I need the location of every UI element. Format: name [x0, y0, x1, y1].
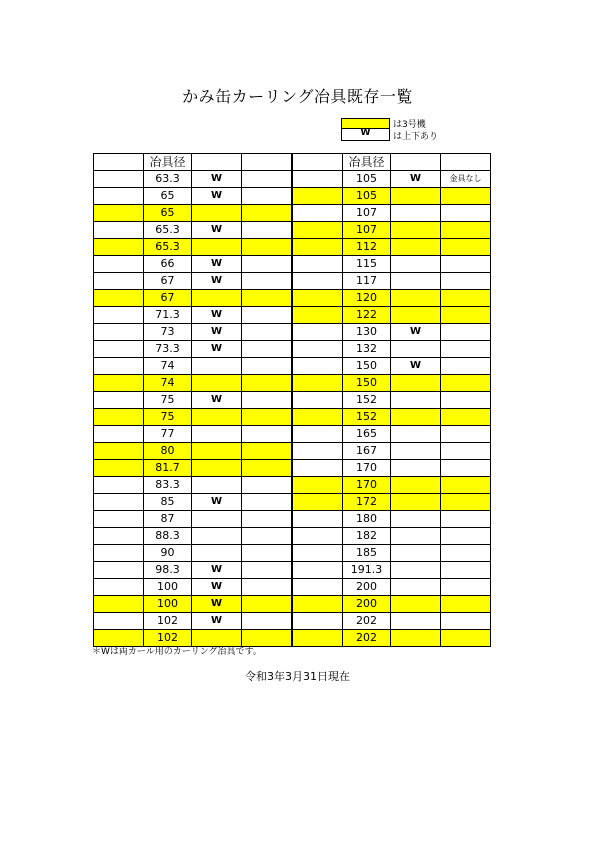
note-cell: [242, 494, 292, 511]
jig-diameter-cell: 200: [343, 596, 391, 613]
jig-diameter-cell: 75: [144, 392, 192, 409]
table-row: [94, 307, 292, 324]
row-blank-cell: [94, 596, 144, 613]
table-row: [293, 409, 491, 426]
note-cell: [242, 273, 292, 290]
jig-diameter-cell: 73: [144, 324, 192, 341]
note-cell: [242, 222, 292, 239]
table-row: [293, 477, 491, 494]
note-cell: [441, 630, 491, 647]
double-curl-mark-cell: W: [192, 188, 242, 205]
jig-diameter-cell: 191.3: [343, 562, 391, 579]
jig-diameter-cell: 170: [343, 477, 391, 494]
jig-diameter-cell: 102: [144, 613, 192, 630]
row-blank-cell: [94, 273, 144, 290]
note-cell: [441, 545, 491, 562]
double-curl-mark-cell: [391, 596, 441, 613]
table-row: [94, 477, 292, 494]
table-row: [293, 579, 491, 596]
note-cell: [441, 562, 491, 579]
table-row: [293, 171, 491, 188]
note-cell: [441, 579, 491, 596]
note-cell: [441, 494, 491, 511]
row-blank-cell: [293, 375, 343, 392]
note-cell: [441, 307, 491, 324]
jig-diameter-cell: 105: [343, 171, 391, 188]
note-cell: [242, 579, 292, 596]
row-blank-cell: [94, 613, 144, 630]
double-curl-mark-cell: [391, 222, 441, 239]
table-row: [293, 239, 491, 256]
jig-diameter-cell: 65.3: [144, 222, 192, 239]
table-row: [94, 188, 292, 205]
row-blank-cell: [293, 562, 343, 579]
note-cell: [242, 426, 292, 443]
note-cell: [441, 256, 491, 273]
table-row: [94, 392, 292, 409]
table-row: [94, 613, 292, 630]
row-blank-cell: [293, 511, 343, 528]
double-curl-mark-cell: W: [192, 494, 242, 511]
row-blank-cell: [293, 409, 343, 426]
legend-label-yellow: は3号機: [393, 119, 426, 130]
row-blank-cell: [293, 358, 343, 375]
double-curl-mark-cell: [192, 528, 242, 545]
table-row: [94, 443, 292, 460]
row-blank-cell: [293, 222, 343, 239]
table-row: [94, 375, 292, 392]
note-cell: [441, 273, 491, 290]
note-cell: [242, 528, 292, 545]
table-row: [94, 596, 292, 613]
double-curl-mark-cell: [391, 630, 441, 647]
double-curl-mark-cell: [192, 358, 242, 375]
row-blank-cell: [293, 307, 343, 324]
note-cell: [441, 511, 491, 528]
double-curl-mark-cell: [391, 562, 441, 579]
row-blank-cell: [293, 613, 343, 630]
jig-diameter-cell: 122: [343, 307, 391, 324]
jig-diameter-cell: 132: [343, 341, 391, 358]
jig-diameter-cell: 67: [144, 290, 192, 307]
row-blank-cell: [94, 426, 144, 443]
row-blank-cell: [94, 443, 144, 460]
row-blank-cell: [293, 494, 343, 511]
note-cell: [441, 613, 491, 630]
row-blank-cell: [94, 188, 144, 205]
jig-diameter-cell: 107: [343, 222, 391, 239]
double-curl-mark-cell: [192, 511, 242, 528]
row-blank-cell: [94, 171, 144, 188]
table-row: [293, 324, 491, 341]
note-cell: [441, 205, 491, 222]
double-curl-mark-cell: [391, 511, 441, 528]
double-curl-mark-cell: W: [391, 358, 441, 375]
jig-diameter-cell: 130: [343, 324, 391, 341]
row-blank-cell: [94, 375, 144, 392]
table-row: [94, 171, 292, 188]
table-row: [293, 460, 491, 477]
row-blank-cell: [94, 205, 144, 222]
note-cell: [441, 290, 491, 307]
jig-diameter-cell: 117: [343, 273, 391, 290]
jig-diameter-cell: 107: [343, 205, 391, 222]
double-curl-mark-cell: [192, 545, 242, 562]
row-blank-cell: [94, 460, 144, 477]
table-row: [293, 307, 491, 324]
table-row: [94, 205, 292, 222]
note-cell: [242, 205, 292, 222]
row-blank-cell: [293, 545, 343, 562]
double-curl-mark-cell: [391, 613, 441, 630]
double-curl-mark-cell: W: [192, 222, 242, 239]
table-row: [293, 511, 491, 528]
note-cell: [441, 324, 491, 341]
row-blank-cell: [293, 596, 343, 613]
header-blank-cell: [192, 154, 242, 171]
row-blank-cell: [94, 358, 144, 375]
double-curl-mark-cell: [391, 545, 441, 562]
table-row: [293, 256, 491, 273]
table-row: [94, 324, 292, 341]
jig-diameter-cell: 100: [144, 596, 192, 613]
legend-row-yellow: [341, 117, 438, 129]
row-blank-cell: [94, 341, 144, 358]
jig-diameter-cell: 90: [144, 545, 192, 562]
row-blank-cell: [293, 341, 343, 358]
header-blank-cell: [94, 154, 144, 171]
legend: [341, 117, 438, 141]
note-cell: [242, 307, 292, 324]
row-blank-cell: [293, 324, 343, 341]
double-curl-mark-cell: [391, 460, 441, 477]
row-blank-cell: [293, 426, 343, 443]
table-row: [293, 562, 491, 579]
table-row: [293, 358, 491, 375]
row-blank-cell: [94, 511, 144, 528]
legend-row-w: [341, 129, 438, 141]
table-row: [293, 443, 491, 460]
jig-diameter-cell: 105: [343, 188, 391, 205]
jig-diameter-cell: 98.3: [144, 562, 192, 579]
table-row: [94, 239, 292, 256]
double-curl-mark-cell: [192, 460, 242, 477]
row-blank-cell: [293, 273, 343, 290]
table-row: [94, 562, 292, 579]
row-blank-cell: [293, 630, 343, 647]
note-cell: [242, 375, 292, 392]
jig-diameter-cell: 170: [343, 460, 391, 477]
note-cell: [242, 239, 292, 256]
row-blank-cell: [94, 256, 144, 273]
jig-diameter-cell: 65: [144, 205, 192, 222]
row-blank-cell: [94, 409, 144, 426]
row-blank-cell: [94, 222, 144, 239]
table-row: [94, 511, 292, 528]
double-curl-mark-cell: [192, 205, 242, 222]
jig-diameter-cell: 112: [343, 239, 391, 256]
double-curl-mark-cell: [391, 426, 441, 443]
left-jig-table: [93, 153, 292, 647]
footnote: ＊Wは両カール用のカーリング冶具です。: [92, 647, 262, 657]
double-curl-mark-cell: W: [192, 596, 242, 613]
table-header-row: [94, 154, 292, 171]
jig-diameter-cell: 65.3: [144, 239, 192, 256]
jig-diameter-cell: 75: [144, 409, 192, 426]
double-curl-mark-cell: W: [192, 256, 242, 273]
document-title: かみ缶カーリング冶具既存一覧: [182, 87, 413, 106]
legend-swatch-w: W: [341, 129, 390, 141]
double-curl-mark-cell: W: [391, 324, 441, 341]
jig-diameter-cell: 74: [144, 358, 192, 375]
row-blank-cell: [293, 290, 343, 307]
jig-diameter-header: 冶具径: [144, 154, 192, 171]
jig-diameter-cell: 182: [343, 528, 391, 545]
double-curl-mark-cell: [391, 290, 441, 307]
double-curl-mark-cell: W: [192, 324, 242, 341]
double-curl-mark-cell: [391, 579, 441, 596]
table-row: [293, 426, 491, 443]
jig-diameter-header: 冶具径: [343, 154, 391, 171]
table-row: [293, 188, 491, 205]
jig-diameter-cell: 202: [343, 613, 391, 630]
row-blank-cell: [94, 307, 144, 324]
jig-diameter-cell: 120: [343, 290, 391, 307]
double-curl-mark-cell: [391, 409, 441, 426]
header-blank-cell: [293, 154, 343, 171]
table-row: [293, 290, 491, 307]
legend-label-w: は上下あり: [393, 131, 439, 142]
table-row: [94, 290, 292, 307]
note-cell: [242, 358, 292, 375]
right-jig-table: [292, 153, 491, 647]
table-row: [94, 579, 292, 596]
row-blank-cell: [94, 239, 144, 256]
jig-diameter-cell: 100: [144, 579, 192, 596]
jig-diameter-cell: 77: [144, 426, 192, 443]
table-row: [293, 596, 491, 613]
table-row: [293, 630, 491, 647]
jig-diameter-cell: 81.7: [144, 460, 192, 477]
double-curl-mark-cell: [192, 477, 242, 494]
note-cell: [242, 443, 292, 460]
double-curl-mark-cell: W: [192, 171, 242, 188]
table-row: [293, 545, 491, 562]
double-curl-mark-cell: [391, 494, 441, 511]
note-cell: [441, 477, 491, 494]
jig-diameter-cell: 85: [144, 494, 192, 511]
note-cell: [242, 324, 292, 341]
double-curl-mark-cell: [391, 239, 441, 256]
double-curl-mark-cell: W: [192, 613, 242, 630]
legend-swatch-yellow: [341, 118, 390, 129]
table-row: [293, 273, 491, 290]
double-curl-mark-cell: W: [192, 392, 242, 409]
note-cell: [441, 426, 491, 443]
row-blank-cell: [293, 239, 343, 256]
table-row: [94, 494, 292, 511]
jig-diameter-cell: 67: [144, 273, 192, 290]
double-curl-mark-cell: W: [391, 171, 441, 188]
double-curl-mark-cell: [391, 307, 441, 324]
note-cell: [242, 545, 292, 562]
row-blank-cell: [293, 392, 343, 409]
note-cell: [242, 562, 292, 579]
table-row: [293, 494, 491, 511]
jig-diameter-cell: 150: [343, 358, 391, 375]
row-blank-cell: [293, 205, 343, 222]
header-blank-cell: [391, 154, 441, 171]
row-blank-cell: [94, 562, 144, 579]
row-blank-cell: [293, 188, 343, 205]
note-cell: [242, 341, 292, 358]
table-header-row: [293, 154, 491, 171]
table-row: [94, 341, 292, 358]
jig-diameter-cell: 80: [144, 443, 192, 460]
note-cell: [242, 392, 292, 409]
jig-diameter-cell: 152: [343, 392, 391, 409]
note-cell: [242, 460, 292, 477]
jig-diameter-cell: 83.3: [144, 477, 192, 494]
double-curl-mark-cell: W: [192, 579, 242, 596]
jig-diameter-cell: 65: [144, 188, 192, 205]
note-cell: [441, 596, 491, 613]
double-curl-mark-cell: [391, 528, 441, 545]
note-cell: [441, 239, 491, 256]
table-row: [293, 613, 491, 630]
jig-diameter-cell: 74: [144, 375, 192, 392]
double-curl-mark-cell: W: [192, 341, 242, 358]
table-row: [293, 222, 491, 239]
note-cell: [441, 188, 491, 205]
jig-diameter-cell: 167: [343, 443, 391, 460]
as-of-date: 令和3年3月31日現在: [245, 670, 350, 683]
note-cell: [242, 290, 292, 307]
note-cell: [242, 613, 292, 630]
row-blank-cell: [94, 324, 144, 341]
row-blank-cell: [94, 392, 144, 409]
double-curl-mark-cell: [391, 392, 441, 409]
table-row: [94, 409, 292, 426]
note-cell: 金具なし: [441, 171, 491, 188]
note-cell: [441, 443, 491, 460]
double-curl-mark-cell: [192, 409, 242, 426]
note-cell: [242, 511, 292, 528]
double-curl-mark-cell: [192, 426, 242, 443]
table-row: [94, 426, 292, 443]
note-cell: [441, 358, 491, 375]
jig-diameter-cell: 172: [343, 494, 391, 511]
table-row: [94, 358, 292, 375]
table-row: [293, 341, 491, 358]
jig-diameter-cell: 202: [343, 630, 391, 647]
row-blank-cell: [293, 256, 343, 273]
note-cell: [242, 256, 292, 273]
table-row: [94, 256, 292, 273]
header-blank-cell: [441, 154, 491, 171]
double-curl-mark-cell: [391, 375, 441, 392]
double-curl-mark-cell: W: [192, 562, 242, 579]
note-cell: [242, 171, 292, 188]
header-blank-cell: [242, 154, 292, 171]
note-cell: [441, 409, 491, 426]
note-cell: [441, 392, 491, 409]
table-row: [293, 392, 491, 409]
note-cell: [242, 477, 292, 494]
note-cell: [441, 375, 491, 392]
row-blank-cell: [293, 443, 343, 460]
double-curl-mark-cell: W: [192, 273, 242, 290]
jig-diameter-cell: 152: [343, 409, 391, 426]
note-cell: [242, 596, 292, 613]
jig-diameter-cell: 73.3: [144, 341, 192, 358]
double-curl-mark-cell: [192, 239, 242, 256]
note-cell: [441, 460, 491, 477]
jig-diameter-cell: 165: [343, 426, 391, 443]
row-blank-cell: [293, 171, 343, 188]
double-curl-mark-cell: [391, 256, 441, 273]
row-blank-cell: [293, 477, 343, 494]
row-blank-cell: [94, 528, 144, 545]
table-row: [293, 205, 491, 222]
table-row: [94, 545, 292, 562]
row-blank-cell: [94, 477, 144, 494]
row-blank-cell: [94, 545, 144, 562]
double-curl-mark-cell: [391, 205, 441, 222]
table-row: [94, 528, 292, 545]
jig-diameter-cell: 71.3: [144, 307, 192, 324]
double-curl-mark-cell: W: [192, 307, 242, 324]
row-blank-cell: [293, 528, 343, 545]
double-curl-mark-cell: [391, 273, 441, 290]
jig-diameter-cell: 66: [144, 256, 192, 273]
jig-diameter-cell: 150: [343, 375, 391, 392]
row-blank-cell: [94, 579, 144, 596]
row-blank-cell: [94, 290, 144, 307]
note-cell: [441, 341, 491, 358]
double-curl-mark-cell: [391, 477, 441, 494]
table-row: [293, 528, 491, 545]
jig-diameter-cell: 63.3: [144, 171, 192, 188]
row-blank-cell: [94, 494, 144, 511]
double-curl-mark-cell: [391, 341, 441, 358]
double-curl-mark-cell: [391, 443, 441, 460]
double-curl-mark-cell: [192, 290, 242, 307]
row-blank-cell: [293, 579, 343, 596]
jig-diameter-cell: 185: [343, 545, 391, 562]
double-curl-mark-cell: [192, 375, 242, 392]
table-row: [94, 460, 292, 477]
note-cell: [242, 409, 292, 426]
note-cell: [441, 528, 491, 545]
table-row: [293, 375, 491, 392]
table-row: [94, 222, 292, 239]
jig-diameter-cell: 87: [144, 511, 192, 528]
jig-diameter-cell: 88.3: [144, 528, 192, 545]
jig-diameter-cell: 200: [343, 579, 391, 596]
note-cell: [242, 188, 292, 205]
note-cell: [441, 222, 491, 239]
double-curl-mark-cell: [192, 443, 242, 460]
double-curl-mark-cell: [391, 188, 441, 205]
table-row: [94, 273, 292, 290]
jig-diameter-cell: 102: [144, 630, 192, 647]
jig-diameter-cell: 180: [343, 511, 391, 528]
jig-diameter-cell: 115: [343, 256, 391, 273]
row-blank-cell: [293, 460, 343, 477]
